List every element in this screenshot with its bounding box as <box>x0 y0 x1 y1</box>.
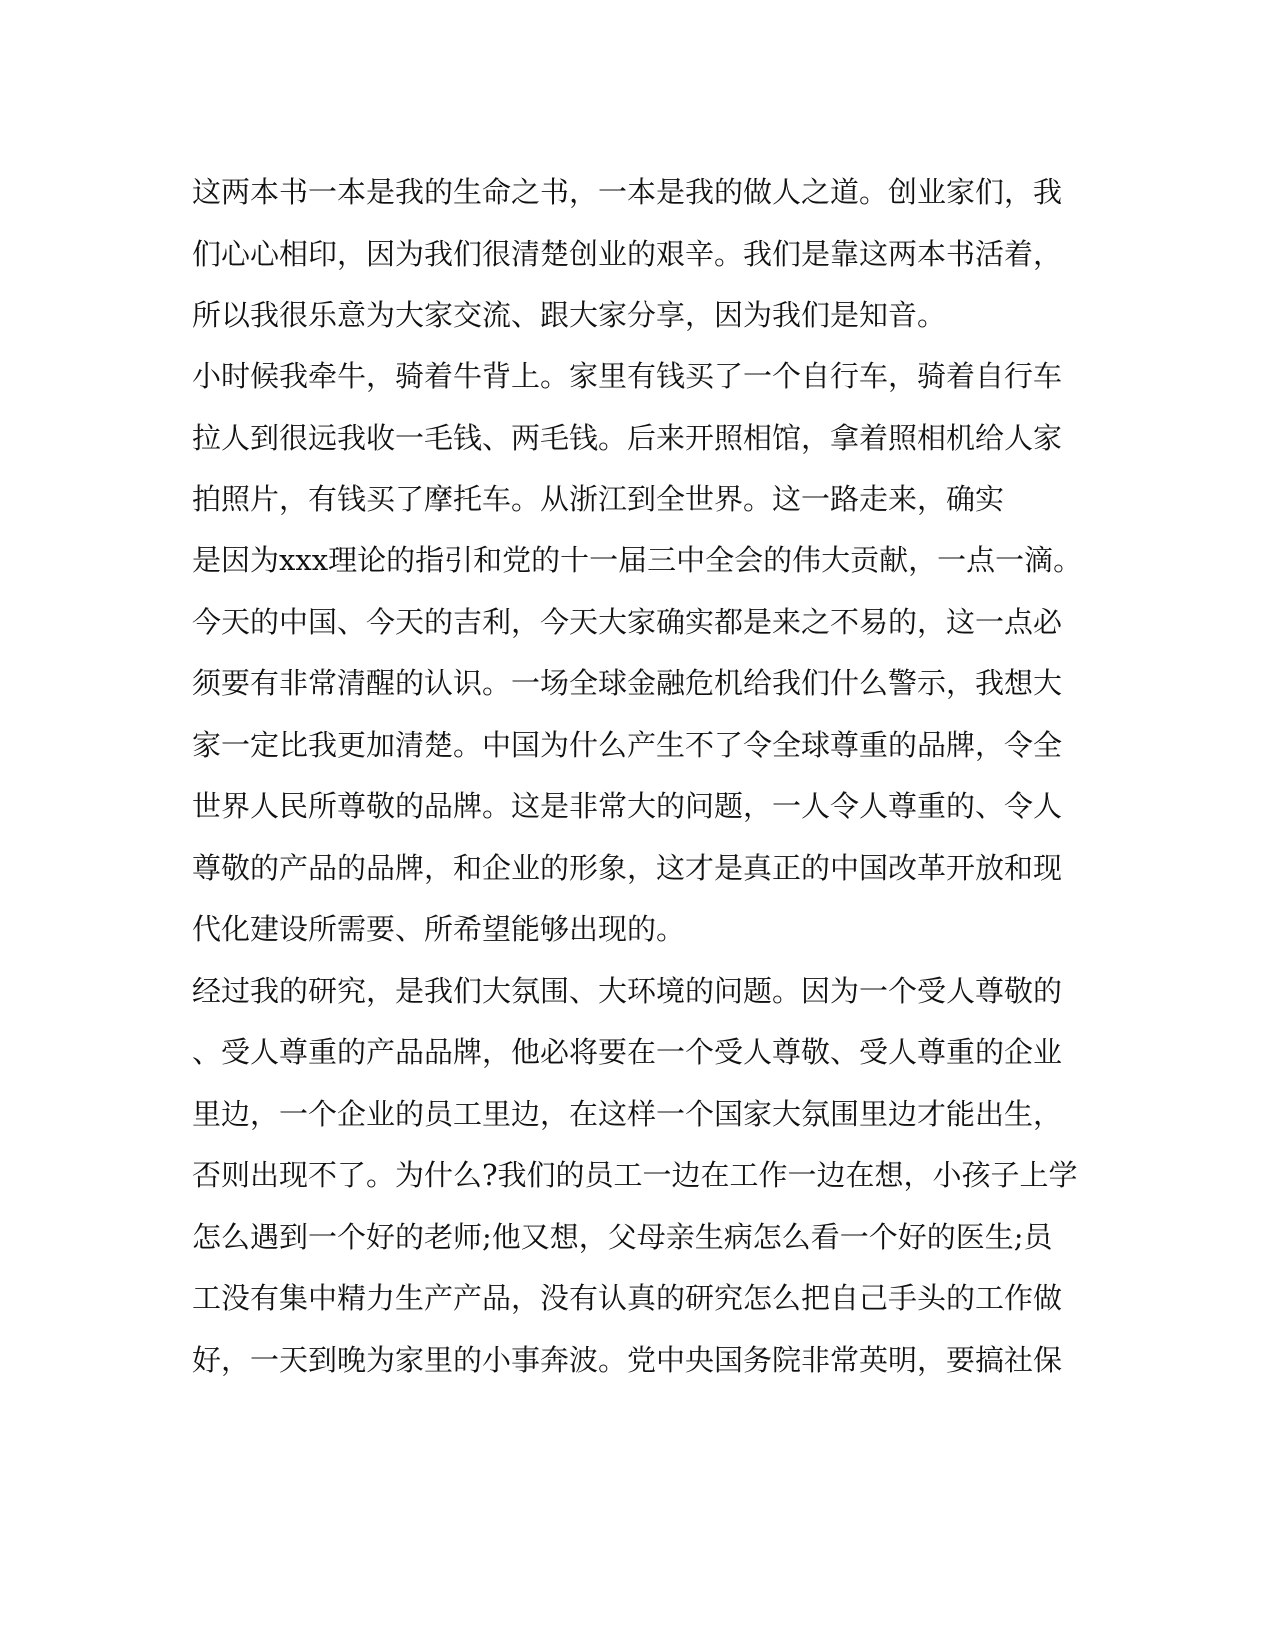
text-line: 、受人尊重的产品品牌，他必将要在一个受人尊敬、受人尊重的企业 <box>192 1035 1063 1069</box>
text-line: 怎么遇到一个好的老师;他又想，父母亲生病怎么看一个好的医生;员 <box>192 1220 1053 1254</box>
text-line: 须要有非常清醒的认识。一场全球金融危机给我们什么警示，我想大 <box>192 666 1063 700</box>
text-line: 经过我的研究，是我们大氛围、大环境的问题。因为一个受人尊敬的 <box>192 974 1063 1008</box>
text-line: 是因为xxx理论的指引和党的十一届三中全会的伟大贡献，一点一滴。 <box>192 543 1083 577</box>
text-line: 尊敬的产品的品牌，和企业的形象，这才是真正的中国改革开放和现 <box>192 851 1063 885</box>
text-line: 们心心相印，因为我们很清楚创业的艰辛。我们是靠这两本书活着， <box>192 237 1063 271</box>
text-line: 否则出现不了。为什么?我们的员工一边在工作一边在想，小孩子上学 <box>192 1158 1078 1192</box>
text-line: 好，一天到晚为家里的小事奔波。党中央国务院非常英明，要搞社保 <box>192 1343 1063 1377</box>
text-line: 拍照片，有钱买了摩托车。从浙江到全世界。这一路走来，确实 <box>192 482 1005 516</box>
text-line: 家一定比我更加清楚。中国为什么产生不了令全球尊重的品牌，令全 <box>192 728 1063 762</box>
text-line: 今天的中国、今天的吉利，今天大家确实都是来之不易的，这一点必 <box>192 605 1063 639</box>
text-line: 工没有集中精力生产产品，没有认真的研究怎么把自己手头的工作做 <box>192 1281 1063 1315</box>
text-line: 代化建设所需要、所希望能够出现的。 <box>192 912 686 946</box>
text-line: 这两本书一本是我的生命之书，一本是我的做人之道。创业家们，我 <box>192 175 1063 209</box>
text-line: 里边，一个企业的员工里边，在这样一个国家大氛围里边才能出生， <box>192 1097 1063 1131</box>
text-line: 拉人到很远我收一毛钱、两毛钱。后来开照相馆，拿着照相机给人家 <box>192 421 1063 455</box>
text-line: 所以我很乐意为大家交流、跟大家分享，因为我们是知音。 <box>192 298 947 332</box>
text-line: 小时候我牵牛，骑着牛背上。家里有钱买了一个自行车，骑着自行车 <box>192 359 1063 393</box>
text-line: 世界人民所尊敬的品牌。这是非常大的问题，一人令人尊重的、令人 <box>192 789 1063 823</box>
